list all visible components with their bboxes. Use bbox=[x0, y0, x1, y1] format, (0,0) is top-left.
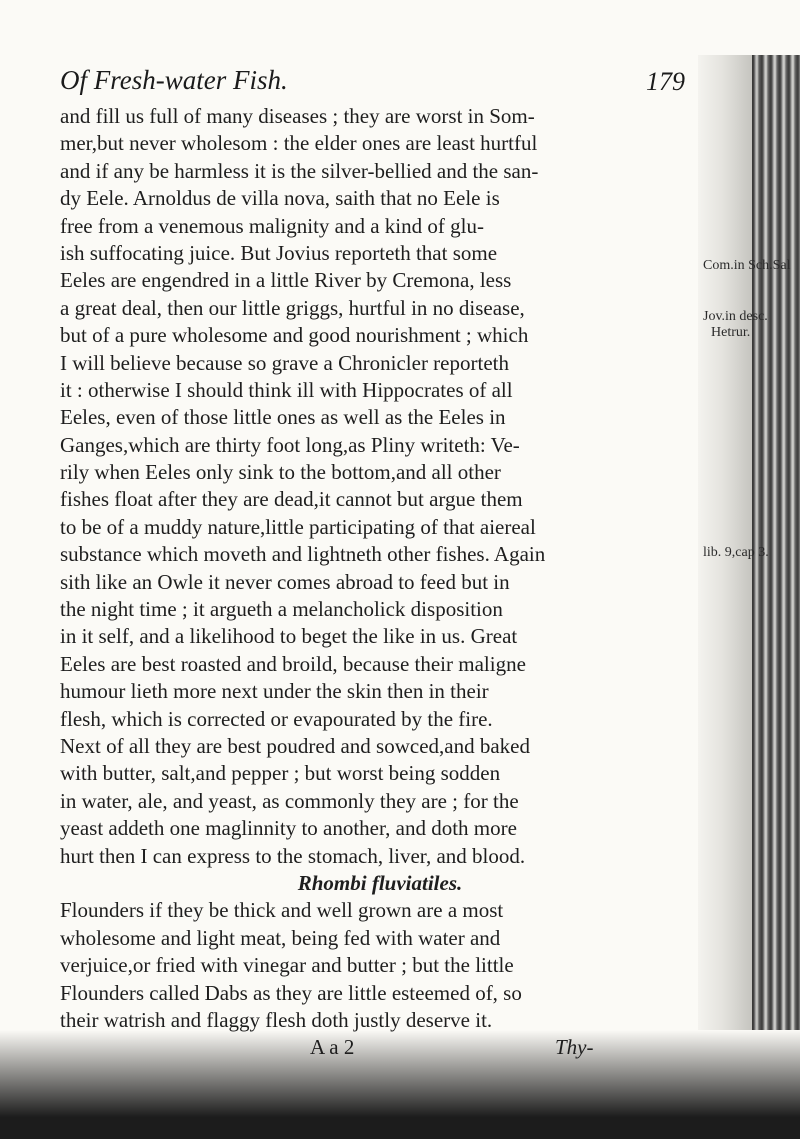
margin-note: Jov.in desc. bbox=[703, 309, 768, 324]
text-line: Flounders if they be thick and well grown are a most bbox=[60, 898, 504, 923]
text-line: wholesome and light meat, being fed with water and bbox=[60, 925, 501, 950]
body-text bbox=[60, 103, 700, 1062]
margin-note: lib. 9,cap 3. bbox=[703, 545, 769, 560]
text-line: Eeles, even of those little ones as well as the Eeles in bbox=[60, 405, 506, 430]
text-line: with butter, salt,and pepper ; but worst being sodden bbox=[60, 761, 501, 786]
text-line: their watrish and flaggy flesh doth justly deserve it. bbox=[60, 1007, 493, 1032]
text-line: free from a venemous malignity and a kind of glu- bbox=[60, 213, 484, 238]
margin-note: Com.in Sch.Sal bbox=[703, 258, 791, 273]
text-line: to be of a muddy nature,little participating of that aiereal bbox=[60, 514, 536, 539]
text-line: rily when Eeles only sink to the bottom,and all other bbox=[60, 460, 501, 485]
text-line: and if any be harmless it is the silver-bellied and the san- bbox=[60, 158, 539, 183]
page-header bbox=[60, 65, 685, 105]
text-line: fishes float after they are dead,it cannot but argue them bbox=[60, 487, 523, 512]
text-line: hurt then I can express to the stomach, liver, and blood. bbox=[60, 843, 526, 868]
catchword: Thy- bbox=[555, 1035, 594, 1060]
text-line: sith like an Owle it never comes abroad to feed but in bbox=[60, 569, 510, 594]
text-line: ish suffocating juice. But Jovius reporteth that some bbox=[60, 240, 498, 265]
signature-mark: A a 2 bbox=[310, 1035, 355, 1060]
text-line: flesh, which is corrected or evapourated by the fire. bbox=[60, 706, 493, 731]
text-line: in it self, and a likelihood to beget the like in us. Great bbox=[60, 624, 518, 649]
text-line: dy Eele. Arnoldus de villa nova, saith that no Eele is bbox=[60, 186, 500, 211]
text-line: Eeles are engendred in a little River by Cremona, less bbox=[60, 268, 512, 293]
text-line: mer,but never wholesom : the elder ones are least hurtful bbox=[60, 131, 538, 156]
text-line: a great deal, then our little griggs, hurtful in no disease, bbox=[60, 295, 525, 320]
running-head: Of Fresh-water Fish. bbox=[60, 65, 288, 95]
text-line: Eeles are best roasted and broild, because their maligne bbox=[60, 651, 526, 676]
text-line: it : otherwise I should think ill with Hippocrates of all bbox=[60, 377, 513, 402]
page-number: 179 bbox=[646, 67, 685, 96]
text-line: substance which moveth and lightneth other fishes. Again bbox=[60, 542, 546, 567]
text-line: Ganges,which are thirty foot long,as Pliny writeth: Ve- bbox=[60, 432, 520, 457]
margin-note: Hetrur. bbox=[711, 325, 751, 340]
catchline bbox=[60, 1034, 700, 1061]
text-line: I will believe because so grave a Chronicler reporteth bbox=[60, 350, 509, 375]
text-line: but of a pure wholesome and good nourishment ; which bbox=[60, 323, 529, 348]
text-line: verjuice,or fried with vinegar and butter ; but the little bbox=[60, 953, 514, 978]
text-line: Flounders called Dabs as they are little esteemed of, so bbox=[60, 980, 522, 1005]
text-line: and fill us full of many diseases ; they are worst in Som- bbox=[60, 104, 535, 128]
text-line: yeast addeth one maglinnity to another, and doth more bbox=[60, 816, 517, 841]
text-line: humour lieth more next under the skin then in their bbox=[60, 679, 489, 704]
text-line: in water, ale, and yeast, as commonly they are ; for the bbox=[60, 788, 519, 813]
section-heading: Rhombi fluviatiles. bbox=[297, 870, 463, 895]
text-line: the night time ; it argueth a melancholick disposition bbox=[60, 597, 503, 622]
text-line: Next of all they are best poudred and sowced,and baked bbox=[60, 733, 530, 758]
